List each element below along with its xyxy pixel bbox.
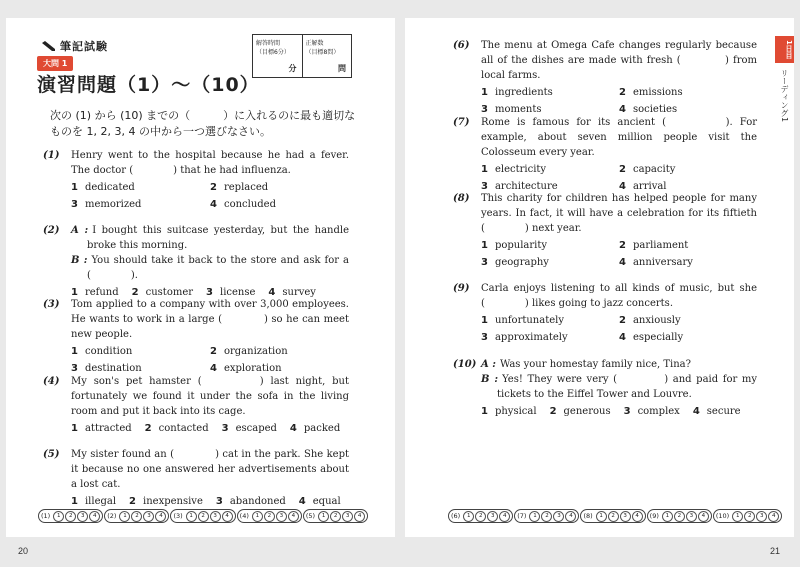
option-number: 2 xyxy=(619,87,626,98)
option-text: escaped xyxy=(235,423,277,434)
question-number: (6) xyxy=(453,40,470,51)
option-number: 4 xyxy=(619,257,626,268)
answer-bubble[interactable]: 4 xyxy=(354,511,365,522)
answer-option[interactable] xyxy=(71,344,210,359)
answer-bubble[interactable]: 4 xyxy=(222,511,233,522)
answer-bubble[interactable]: 4 xyxy=(768,511,779,522)
dialogue-line xyxy=(481,357,757,372)
answer-option[interactable] xyxy=(71,197,210,212)
option-number: 3 xyxy=(481,181,488,192)
time-cell xyxy=(253,35,302,77)
answer-bubble[interactable]: 1 xyxy=(529,511,540,522)
question-item xyxy=(453,38,757,117)
answer-bubble[interactable]: 1 xyxy=(119,511,130,522)
answer-label: (2) xyxy=(107,512,117,520)
section-title: 筆記試験 xyxy=(60,40,108,53)
option-list xyxy=(481,162,757,194)
question-number: (7) xyxy=(453,117,470,128)
answer-bubble[interactable]: 2 xyxy=(131,511,142,522)
option-number: 4 xyxy=(210,199,217,210)
answer-option[interactable] xyxy=(619,162,757,177)
answer-bubble[interactable]: 3 xyxy=(756,511,767,522)
score-label: 正解数 （目標8問） xyxy=(305,40,340,56)
question-number: (4) xyxy=(43,376,60,387)
answer-bubble[interactable]: 1 xyxy=(252,511,263,522)
option-text: secure xyxy=(706,406,741,417)
option-text: license xyxy=(220,287,256,298)
answer-bubble[interactable]: 2 xyxy=(475,511,486,522)
option-number: 2 xyxy=(549,406,557,417)
option-number: 2 xyxy=(144,423,152,434)
answer-option[interactable] xyxy=(619,85,757,100)
answer-bubble[interactable]: 4 xyxy=(698,511,709,522)
question-item xyxy=(453,357,757,419)
option-text: abandoned xyxy=(229,496,286,507)
option-text: ingredients xyxy=(494,87,553,98)
option-text: anxiously xyxy=(632,315,681,326)
answer-option[interactable] xyxy=(550,404,611,419)
option-number: 4 xyxy=(268,287,276,298)
answer-option[interactable] xyxy=(71,180,210,195)
answer-bubble-group xyxy=(237,509,302,523)
option-text: complex xyxy=(637,406,680,417)
answer-label: (7) xyxy=(517,512,527,520)
answer-bubble[interactable]: 1 xyxy=(463,511,474,522)
answer-option[interactable] xyxy=(216,494,286,509)
answer-label: (1) xyxy=(41,512,51,520)
answer-option[interactable] xyxy=(481,404,537,419)
answer-option[interactable] xyxy=(619,330,757,345)
speaker-label: A : xyxy=(481,359,496,370)
option-text: memorized xyxy=(84,199,142,210)
option-list xyxy=(481,404,757,419)
option-text: concluded xyxy=(223,199,276,210)
question-item xyxy=(43,223,349,300)
answer-bubble-group xyxy=(303,509,368,523)
option-number: 4 xyxy=(692,406,700,417)
question-item xyxy=(453,115,757,194)
answer-option[interactable] xyxy=(619,238,757,253)
answer-bubble[interactable]: 4 xyxy=(89,511,100,522)
question-text: My son's pet hamster ( ) last night, but fortunately we found it under the sofa in the living room and put it back into its cage. xyxy=(71,376,349,417)
option-number: 2 xyxy=(129,496,137,507)
option-number: 3 xyxy=(481,332,488,343)
answer-option[interactable] xyxy=(210,344,349,359)
answer-bubble[interactable]: 1 xyxy=(662,511,673,522)
answer-option[interactable] xyxy=(624,404,680,419)
answer-bubble-group xyxy=(713,509,782,523)
answer-bubble-group xyxy=(104,509,169,523)
option-text: emissions xyxy=(632,87,683,98)
answer-sheet-right xyxy=(448,509,782,523)
option-text: geography xyxy=(494,257,549,268)
question-text: This charity for children has helped people for many years. In fact, it will have a celebration for its fiftieth ( ) next year. xyxy=(481,193,757,234)
answer-bubble-group xyxy=(448,509,513,523)
answer-option[interactable] xyxy=(619,255,757,270)
side-tab xyxy=(775,36,794,128)
answer-bubble[interactable]: 3 xyxy=(487,511,498,522)
question-number: (8) xyxy=(453,193,470,204)
option-text: packed xyxy=(303,423,341,434)
dialogue-text: Was your homestay family nice, Tina? xyxy=(499,359,692,370)
question-item xyxy=(453,281,757,345)
option-number: 3 xyxy=(71,363,78,374)
question-number: (9) xyxy=(453,283,470,294)
answer-bubble[interactable]: 2 xyxy=(198,511,209,522)
option-number: 4 xyxy=(619,181,626,192)
answer-bubble[interactable]: 2 xyxy=(264,511,275,522)
option-text: anniversary xyxy=(632,257,693,268)
option-text: dedicated xyxy=(84,182,135,193)
option-list xyxy=(481,85,757,117)
pencil-icon xyxy=(40,41,58,53)
option-number: 3 xyxy=(221,423,229,434)
question-text: Rome is famous for its ancient ( ). For example, about seven million people visit the Colosseum every year. xyxy=(481,117,757,158)
answer-option[interactable] xyxy=(210,180,349,195)
speaker-label: A : xyxy=(71,225,89,236)
option-number: 4 xyxy=(289,423,297,434)
option-number: 2 xyxy=(619,240,626,251)
option-number: 4 xyxy=(298,496,306,507)
answer-label: (3) xyxy=(173,512,183,520)
option-text: arrival xyxy=(632,181,667,192)
answer-bubble-group xyxy=(170,509,235,523)
answer-bubble[interactable]: 1 xyxy=(732,511,743,522)
dialogue-line xyxy=(71,253,349,283)
option-number: 2 xyxy=(210,346,217,357)
option-number: 2 xyxy=(131,287,139,298)
question-item xyxy=(43,148,349,212)
question-item xyxy=(43,374,349,436)
question-item xyxy=(43,447,349,509)
answer-bubble[interactable]: 4 xyxy=(565,511,576,522)
option-number: 3 xyxy=(215,496,223,507)
time-score-box xyxy=(252,34,352,78)
answer-bubble[interactable]: 1 xyxy=(53,511,64,522)
answer-option[interactable] xyxy=(210,197,349,212)
question-number: (10) xyxy=(453,359,477,370)
question-item xyxy=(43,297,349,376)
time-unit: 分 xyxy=(288,64,297,73)
answer-bubble[interactable]: 3 xyxy=(143,511,154,522)
option-text: architecture xyxy=(494,181,558,192)
answer-option[interactable] xyxy=(299,494,341,509)
question-text: Henry went to the hospital because he had a fever. The doctor ( ) that he had influenza. xyxy=(71,150,349,176)
answer-bubble-group xyxy=(647,509,712,523)
option-text: replaced xyxy=(223,182,269,193)
option-number: 4 xyxy=(619,332,626,343)
option-text: refund xyxy=(84,287,119,298)
option-number: 1 xyxy=(71,346,78,357)
option-text: exploration xyxy=(223,363,282,374)
time-label: 解答時間 （目標6分） xyxy=(256,40,290,56)
option-number: 2 xyxy=(619,164,626,175)
answer-option[interactable] xyxy=(481,238,619,253)
option-text: condition xyxy=(84,346,133,357)
answer-option[interactable] xyxy=(481,255,619,270)
dialogue-text: I bought this suitcase yesterday, but the handle broke this morning. xyxy=(87,225,349,251)
answer-label: (8) xyxy=(583,512,593,520)
option-text: approximately xyxy=(494,332,568,343)
option-text: capacity xyxy=(632,164,676,175)
score-unit: 問 xyxy=(338,64,346,73)
option-text: especially xyxy=(632,332,684,343)
answer-bubble-group xyxy=(580,509,645,523)
answer-bubble[interactable]: 4 xyxy=(155,511,166,522)
option-list xyxy=(71,180,349,212)
answer-bubble[interactable]: 1 xyxy=(596,511,607,522)
dialogue-line xyxy=(481,372,757,402)
question-number: (3) xyxy=(43,299,60,310)
side-tab-day: 1日目 xyxy=(775,36,794,63)
section-tag: 大問 1 xyxy=(37,56,73,71)
answer-bubble-group xyxy=(38,509,103,523)
answer-option[interactable] xyxy=(481,313,619,328)
option-text: physical xyxy=(494,406,537,417)
answer-bubble[interactable]: 4 xyxy=(632,511,643,522)
answer-bubble-group xyxy=(514,509,579,523)
speaker-label: B : xyxy=(481,374,499,385)
option-text: equal xyxy=(312,496,341,507)
option-number: 1 xyxy=(481,164,488,175)
answer-label: (9) xyxy=(649,512,659,520)
option-text: destination xyxy=(84,363,142,374)
question-text: Carla enjoys listening to all kinds of music, but she ( ) likes going to jazz concerts. xyxy=(481,283,757,309)
page-number-right: 21 xyxy=(770,546,781,556)
option-number: 3 xyxy=(481,104,488,115)
answer-bubble[interactable]: 2 xyxy=(330,511,341,522)
option-text: unfortunately xyxy=(494,315,564,326)
answer-option[interactable] xyxy=(481,85,619,100)
answer-bubble[interactable]: 1 xyxy=(318,511,329,522)
option-text: parliament xyxy=(632,240,689,251)
option-list xyxy=(481,238,757,270)
answer-option[interactable] xyxy=(693,404,741,419)
answer-bubble[interactable]: 3 xyxy=(553,511,564,522)
option-list xyxy=(481,313,757,345)
answer-bubble[interactable]: 4 xyxy=(499,511,510,522)
option-text: moments xyxy=(494,104,542,115)
question-text: My sister found an ( ) cat in the park. She kept it because no one answered her advertisements about a lost cat. xyxy=(71,449,349,490)
answer-bubble[interactable]: 3 xyxy=(686,511,697,522)
option-number: 1 xyxy=(481,315,488,326)
side-tab-label: リーディング1 xyxy=(780,68,789,122)
option-text: generous xyxy=(563,406,611,417)
option-list xyxy=(71,344,349,376)
answer-bubble[interactable]: 3 xyxy=(276,511,287,522)
option-number: 1 xyxy=(481,406,488,417)
question-number: (2) xyxy=(43,225,60,236)
option-number: 3 xyxy=(71,199,78,210)
option-number: 1 xyxy=(71,496,78,507)
question-text: Tom applied to a company with over 3,000 employees. He wants to work in a large ( ) so he can meet new people. xyxy=(71,299,349,340)
option-number: 2 xyxy=(210,182,217,193)
answer-bubble[interactable]: 3 xyxy=(620,511,631,522)
answer-bubble[interactable]: 4 xyxy=(288,511,299,522)
answer-bubble[interactable]: 3 xyxy=(77,511,88,522)
option-text: societies xyxy=(632,104,678,115)
option-text: attracted xyxy=(84,423,132,434)
answer-option[interactable] xyxy=(145,421,209,436)
answer-bubble[interactable]: 3 xyxy=(342,511,353,522)
option-text: organization xyxy=(223,346,288,357)
answer-option[interactable] xyxy=(71,494,116,509)
question-item xyxy=(453,191,757,270)
page-title: 演習問題（1）～（10） xyxy=(37,74,260,96)
option-text: popularity xyxy=(494,240,548,251)
answer-bubble[interactable]: 2 xyxy=(744,511,755,522)
option-number: 4 xyxy=(210,363,217,374)
answer-bubble[interactable]: 2 xyxy=(65,511,76,522)
option-list xyxy=(71,494,349,509)
question-number: (1) xyxy=(43,150,60,161)
answer-label: (10) xyxy=(715,512,730,520)
page-number-left: 20 xyxy=(18,546,29,556)
question-text: The menu at Omega Cafe changes regularly because all of the dishes are made with fresh ( ) from local farms. xyxy=(481,40,757,81)
answer-bubble[interactable]: 2 xyxy=(541,511,552,522)
answer-bubble[interactable]: 2 xyxy=(608,511,619,522)
option-text: inexpensive xyxy=(143,496,203,507)
option-number: 2 xyxy=(619,315,626,326)
answer-option[interactable] xyxy=(619,313,757,328)
answer-option[interactable] xyxy=(129,494,203,509)
option-number: 3 xyxy=(623,406,631,417)
speaker-label: B : xyxy=(71,255,88,266)
dialogue-text: Yes! They were very ( ) and paid for my tickets to the Eiffel Tower and Louvre. xyxy=(497,374,757,400)
answer-sheet-left xyxy=(38,509,368,523)
answer-option[interactable] xyxy=(481,162,619,177)
answer-label: (4) xyxy=(239,512,249,520)
option-number: 1 xyxy=(481,87,488,98)
answer-option[interactable] xyxy=(481,330,619,345)
question-number: (5) xyxy=(43,449,60,460)
answer-option[interactable] xyxy=(71,421,132,436)
answer-option[interactable] xyxy=(290,421,340,436)
option-number: 4 xyxy=(619,104,626,115)
instructions: 次の (1) から (10) までの（ ）に入れるのに最も適切なものを 1, 2, 3, 4 の中から一つ選びなさい。 xyxy=(50,109,356,138)
option-number: 1 xyxy=(71,182,78,193)
dialogue-text: You should take it back to the store and ask for a ( ). xyxy=(87,255,349,281)
answer-bubble[interactable]: 3 xyxy=(210,511,221,522)
option-text: illegal xyxy=(84,496,117,507)
option-number: 3 xyxy=(481,257,488,268)
answer-label: (5) xyxy=(305,512,316,520)
option-number: 1 xyxy=(71,287,78,298)
option-number: 1 xyxy=(481,240,488,251)
answer-option[interactable] xyxy=(222,421,277,436)
answer-bubble[interactable]: 2 xyxy=(674,511,685,522)
dialogue-line xyxy=(71,223,349,253)
option-number: 1 xyxy=(71,423,78,434)
score-cell xyxy=(302,35,352,77)
option-number: 3 xyxy=(206,287,213,298)
option-text: electricity xyxy=(494,164,547,175)
option-list xyxy=(71,421,349,436)
answer-label: (6) xyxy=(451,512,461,520)
answer-bubble[interactable]: 1 xyxy=(186,511,197,522)
option-text: survey xyxy=(282,287,316,298)
option-text: customer xyxy=(145,287,194,298)
option-text: contacted xyxy=(158,423,209,434)
